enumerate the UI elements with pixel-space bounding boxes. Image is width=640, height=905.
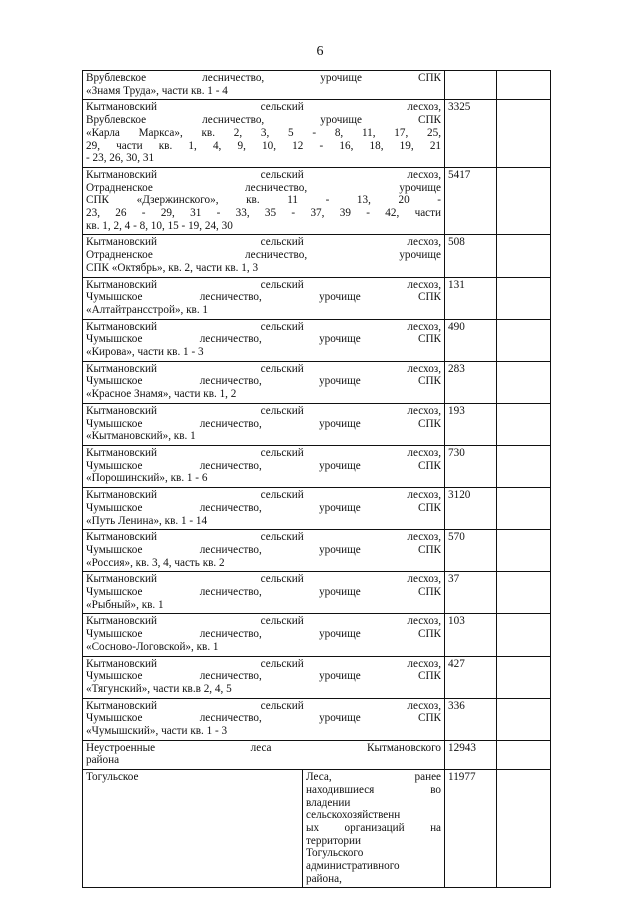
description-line: «Алтайтрансстрой», кв. 1 bbox=[86, 303, 209, 316]
description-line: Кытмановский сельский лесхоз, bbox=[86, 573, 442, 586]
table-row bbox=[83, 530, 551, 572]
area-value: 37 bbox=[445, 572, 497, 614]
description-line: 29, части кв. 1, 4, 9, 10, 12 - 16, 18, 19, 21 bbox=[86, 139, 442, 152]
empty-cell bbox=[497, 71, 551, 100]
description-line: Кытмановский сельский лесхоз, bbox=[86, 236, 442, 249]
description-line: «Сосново-Логовской», кв. 1 bbox=[86, 640, 219, 653]
table-row bbox=[83, 740, 551, 769]
description-line: Кытмановский сельский лесхоз, bbox=[86, 278, 442, 291]
description-line: «Чумышский», части кв. 1 - 3 bbox=[86, 725, 228, 738]
location-description bbox=[83, 235, 445, 277]
description-line: Кытмановский сельский лесхоз, bbox=[86, 489, 442, 502]
location-description bbox=[83, 167, 445, 235]
description-line: Чумышское лесничество, урочище СПК bbox=[86, 291, 442, 304]
description-line: «Тягунский», части кв.в 2, 4, 5 bbox=[86, 682, 232, 695]
empty-cell bbox=[497, 740, 551, 769]
description-line: ых организаций на bbox=[306, 821, 442, 834]
description-line: Кытмановский сельский лесхоз, bbox=[86, 320, 442, 333]
location-description bbox=[83, 488, 445, 530]
description-line: Кытмановский сельский лесхоз, bbox=[86, 101, 442, 114]
district-name: Тогульское bbox=[83, 770, 303, 888]
description-line: находившиеся во bbox=[306, 783, 442, 796]
area-value: 103 bbox=[445, 614, 497, 656]
table-row bbox=[83, 319, 551, 361]
location-description bbox=[83, 530, 445, 572]
forest-table bbox=[82, 70, 551, 888]
description-line: Тогульского bbox=[306, 847, 364, 860]
location-description bbox=[83, 361, 445, 403]
description-line: Чумышское лесничество, урочище СПК bbox=[86, 712, 442, 725]
description-line: Отрадненское лесничество, урочище bbox=[86, 249, 442, 262]
area-value bbox=[445, 71, 497, 100]
description-line: «Знамя Труда», части кв. 1 - 4 bbox=[86, 84, 228, 97]
description-line: Чумышское лесничество, урочище СПК bbox=[86, 417, 442, 430]
description-line: Кытмановский сельский лесхоз, bbox=[86, 168, 442, 181]
description-line: «Красное Знамя», части кв. 1, 2 bbox=[86, 388, 237, 401]
empty-cell bbox=[497, 167, 551, 235]
description-line: района bbox=[86, 754, 120, 767]
empty-cell bbox=[497, 403, 551, 445]
area-value: 12943 bbox=[445, 740, 497, 769]
page-number: 6 bbox=[316, 44, 324, 59]
location-description bbox=[83, 614, 445, 656]
empty-cell bbox=[497, 445, 551, 487]
empty-cell bbox=[497, 572, 551, 614]
description-line: «Порошинский», кв. 1 - 6 bbox=[86, 472, 208, 485]
table-row bbox=[83, 167, 551, 235]
table-row bbox=[83, 572, 551, 614]
description-line: Кытмановский сельский лесхоз, bbox=[86, 446, 442, 459]
description-line: Кытмановский сельский лесхоз, bbox=[86, 531, 442, 544]
location-description bbox=[83, 445, 445, 487]
description-line: Кытмановский сельский лесхоз, bbox=[86, 699, 442, 712]
area-value: 3120 bbox=[445, 488, 497, 530]
location-description bbox=[83, 698, 445, 740]
location-description bbox=[83, 277, 445, 319]
table-row bbox=[83, 277, 551, 319]
table-row bbox=[83, 100, 551, 168]
location-description bbox=[303, 770, 445, 888]
location-description bbox=[83, 572, 445, 614]
area-value: 336 bbox=[445, 698, 497, 740]
empty-cell bbox=[497, 656, 551, 698]
location-description bbox=[83, 656, 445, 698]
description-line: Чумышское лесничество, урочище СПК bbox=[86, 670, 442, 683]
table-row bbox=[83, 770, 551, 888]
location-description bbox=[83, 403, 445, 445]
table-row bbox=[83, 361, 551, 403]
table-row bbox=[83, 698, 551, 740]
description-line: СПК «Дзержинского», кв. 11 - 13, 20 - bbox=[86, 194, 442, 207]
empty-cell bbox=[497, 319, 551, 361]
description-line: 23, 26 - 29, 31 - 33, 35 - 37, 39 - 42, части bbox=[86, 207, 442, 220]
description-line: СПК «Октябрь», кв. 2, части кв. 1, 3 bbox=[86, 261, 259, 274]
area-value: 131 bbox=[445, 277, 497, 319]
area-value: 570 bbox=[445, 530, 497, 572]
description-line: Отрадненское лесничество, урочище bbox=[86, 181, 442, 194]
area-value: 730 bbox=[445, 445, 497, 487]
description-line: «Карла Маркса», кв. 2, 3, 5 - 8, 11, 17, 25, bbox=[86, 126, 442, 139]
description-line: административного bbox=[306, 860, 400, 873]
description-line: Чумышское лесничество, урочище СПК bbox=[86, 501, 442, 514]
description-line: Чумышское лесничество, урочище СПК bbox=[86, 375, 442, 388]
description-line: «Кирова», части кв. 1 - 3 bbox=[86, 346, 204, 359]
area-value: 508 bbox=[445, 235, 497, 277]
description-line: «Россия», кв. 3, 4, часть кв. 2 bbox=[86, 556, 225, 569]
description-line: Чумышское лесничество, урочище СПК bbox=[86, 333, 442, 346]
table-row bbox=[83, 445, 551, 487]
description-line: «Рыбный», кв. 1 bbox=[86, 598, 164, 611]
area-value: 427 bbox=[445, 656, 497, 698]
description-line: Чумышское лесничество, урочище СПК bbox=[86, 459, 442, 472]
forest-table-body bbox=[83, 71, 551, 888]
empty-cell bbox=[497, 361, 551, 403]
table-row bbox=[83, 614, 551, 656]
empty-cell bbox=[497, 277, 551, 319]
empty-cell bbox=[497, 235, 551, 277]
empty-cell bbox=[497, 488, 551, 530]
description-line: Кытмановский сельский лесхоз, bbox=[86, 615, 442, 628]
description-line: района, bbox=[306, 872, 342, 885]
location-description bbox=[83, 319, 445, 361]
description-line: территории bbox=[306, 834, 361, 847]
table-row bbox=[83, 656, 551, 698]
description-line: Чумышское лесничество, урочище СПК bbox=[86, 628, 442, 641]
description-line: Чумышское лесничество, урочище СПК bbox=[86, 543, 442, 556]
description-line: владении bbox=[306, 796, 351, 809]
location-description bbox=[83, 71, 445, 100]
description-line: кв. 1, 2, 4 - 8, 10, 15 - 19, 24, 30 bbox=[86, 219, 233, 232]
table-row bbox=[83, 403, 551, 445]
empty-cell bbox=[497, 614, 551, 656]
table-row bbox=[83, 71, 551, 100]
description-line: «Кытмановский», кв. 1 bbox=[86, 430, 196, 443]
description-line: Кытмановский сельский лесхоз, bbox=[86, 404, 442, 417]
description-line: Врублевское лесничество, урочище СПК bbox=[86, 72, 442, 84]
description-line: Кытмановский сельский лесхоз, bbox=[86, 657, 442, 670]
description-line: Кытмановский сельский лесхоз, bbox=[86, 362, 442, 375]
description-line: сельскохозяйственн bbox=[306, 809, 401, 822]
empty-cell bbox=[497, 770, 551, 888]
area-value: 3325 bbox=[445, 100, 497, 168]
description-line: Леса, ранее bbox=[306, 771, 442, 784]
description-line: «Путь Ленина», кв. 1 - 14 bbox=[86, 514, 208, 527]
description-line: - 23, 26, 30, 31 bbox=[86, 152, 155, 165]
area-value: 193 bbox=[445, 403, 497, 445]
description-line: Чумышское лесничество, урочище СПК bbox=[86, 586, 442, 599]
empty-cell bbox=[497, 698, 551, 740]
description-line: Врублевское лесничество, урочище СПК bbox=[86, 114, 442, 127]
area-value: 5417 bbox=[445, 167, 497, 235]
description-line: Неустроенные леса Кытмановского bbox=[86, 741, 442, 754]
table-row bbox=[83, 488, 551, 530]
empty-cell bbox=[497, 530, 551, 572]
area-value: 11977 bbox=[445, 770, 497, 888]
empty-cell bbox=[497, 100, 551, 168]
area-value: 490 bbox=[445, 319, 497, 361]
table-row bbox=[83, 235, 551, 277]
area-value: 283 bbox=[445, 361, 497, 403]
location-description bbox=[83, 100, 445, 168]
location-description bbox=[83, 740, 445, 769]
